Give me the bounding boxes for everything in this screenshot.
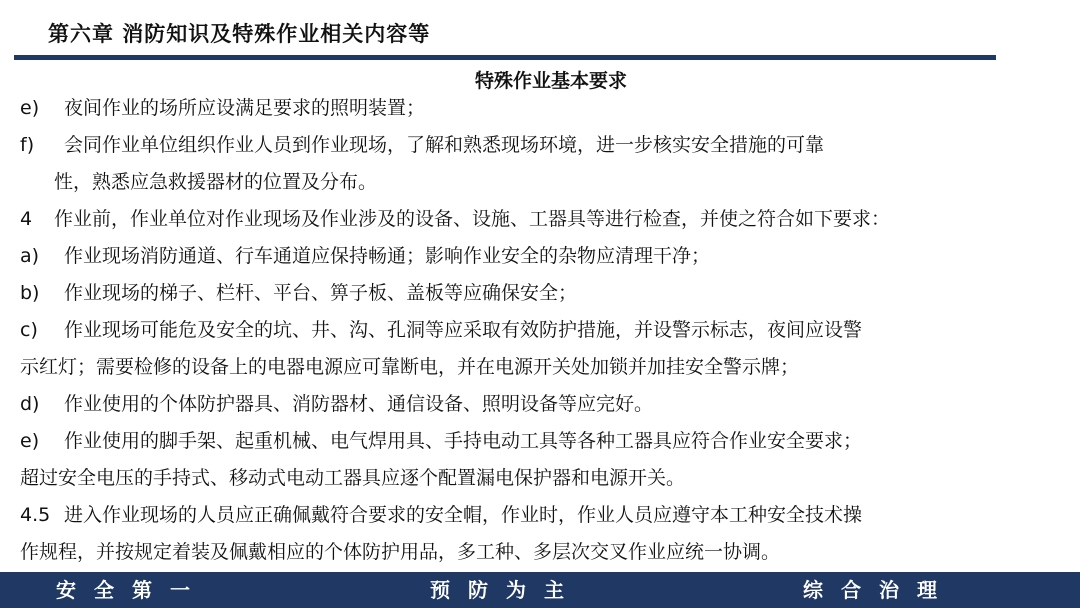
item-marker: b) bbox=[20, 282, 40, 304]
item-marker: a) bbox=[20, 245, 40, 267]
item-text: 超过安全电压的手持式、移动式电动工器具应逐个配置漏电保护器和电源开关。 bbox=[20, 467, 686, 489]
requirement-line-4-5 bbox=[20, 497, 1070, 534]
item-marker: c) bbox=[20, 319, 38, 341]
chapter-title: 第六章 消防知识及特殊作业相关内容等 bbox=[48, 22, 431, 46]
item-text: 作业使用的脚手架、起重机械、电气焊用具、手持电动工具等各种工器具应符合作业安全要求； bbox=[64, 430, 863, 452]
requirement-line-f bbox=[20, 127, 1070, 164]
item-text: 作业现场消防通道、行车通道应保持畅通；影响作业安全的杂物应清理干净； bbox=[64, 245, 711, 267]
item-text: 作业使用的个体防护器具、消防器材、通信设备、照明设备等应完好。 bbox=[64, 393, 654, 415]
requirement-line-a bbox=[20, 238, 1070, 275]
item-text: 进入作业现场的人员应正确佩戴符合要求的安全帽，作业时，作业人员应遵守本工种安全技术操 bbox=[64, 504, 863, 526]
section-title: 特殊作业基本要求 bbox=[474, 70, 627, 92]
item-text: 性，熟悉应急救援器材的位置及分布。 bbox=[54, 171, 378, 193]
requirement-line-4-5-continued bbox=[20, 534, 1070, 571]
header-divider bbox=[14, 55, 996, 60]
slogan-safety-first: 安全第一 bbox=[56, 578, 208, 602]
requirement-line-c-continued bbox=[20, 349, 1070, 386]
item-text: 会同作业单位组织作业人员到作业现场，了解和熟悉现场环境，进一步核实安全措施的可靠 bbox=[64, 134, 825, 156]
requirement-line-4 bbox=[20, 201, 1070, 238]
requirements-body bbox=[20, 90, 1070, 571]
item-text: 作业现场的梯子、栏杆、平台、箅子板、盖板等应确保安全； bbox=[64, 282, 578, 304]
item-text: 作业前，作业单位对作业现场及作业涉及的设备、设施、工器具等进行检查，并使之符合如下要求： bbox=[54, 208, 891, 230]
requirement-line-d bbox=[20, 386, 1070, 423]
item-marker: 4 bbox=[20, 208, 33, 230]
item-text: 夜间作业的场所应设满足要求的照明装置； bbox=[64, 97, 426, 119]
item-marker: e) bbox=[20, 430, 40, 452]
item-marker: d) bbox=[20, 393, 40, 415]
item-marker: 4.5 bbox=[20, 504, 51, 526]
requirement-line-e2 bbox=[20, 423, 1070, 460]
item-text: 示红灯；需要检修的设备上的电器电源应可靠断电，并在电源开关处加锁并加挂安全警示牌； bbox=[20, 356, 800, 378]
requirement-line-c bbox=[20, 312, 1070, 349]
item-text: 作规程，并按规定着装及佩戴相应的个体防护用品，多工种、多层次交叉作业应统一协调。 bbox=[20, 541, 781, 563]
safety-slogan-banner bbox=[0, 572, 1080, 608]
requirement-line-f-continued bbox=[20, 164, 1070, 201]
requirement-line-e2-continued bbox=[20, 460, 1070, 497]
item-marker: f) bbox=[20, 134, 35, 156]
requirement-line-e bbox=[20, 90, 1070, 127]
requirement-line-b bbox=[20, 275, 1070, 312]
item-marker: e) bbox=[20, 97, 40, 119]
item-text: 作业现场可能危及安全的坑、井、沟、孔洞等应采取有效防护措施，并设警示标志，夜间应设警 bbox=[64, 319, 863, 341]
slogan-prevention-first: 预防为主 bbox=[430, 578, 582, 602]
slogan-comprehensive-management: 综合治理 bbox=[803, 578, 955, 602]
